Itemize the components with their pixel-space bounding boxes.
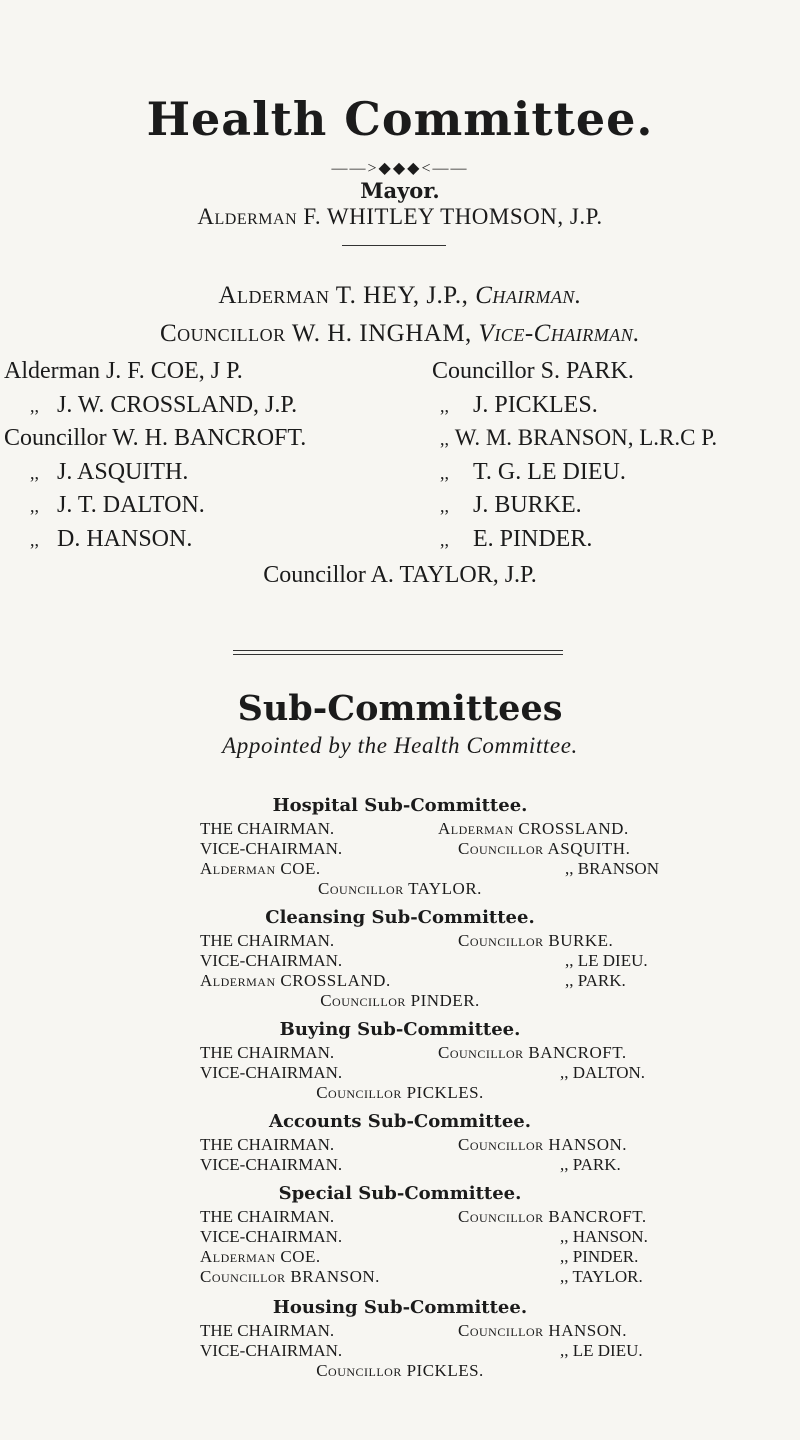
vice-chairman-line — [0, 320, 800, 348]
sub-right: Alderman CROSSLAND. — [438, 819, 629, 838]
sub-left: VICE-CHAIRMAN. — [200, 951, 343, 970]
subcommittees-subheading: Appointed by the Health Committee. — [222, 733, 578, 758]
sub-right: ,, TAYLOR. — [560, 1267, 643, 1286]
sub-center: Councillor PINDER. — [320, 991, 480, 1010]
mayor-name: Alderman F. WHITLEY THOMSON, J.P. — [197, 204, 603, 229]
sub-right: ,, PINDER. — [560, 1247, 639, 1266]
subcommittee-heading-housing: Housing Sub-Committee. — [272, 1297, 528, 1318]
member-right-5: ,, J. BURKE. — [440, 492, 582, 518]
vice-chairman-role: Vice-Chairman. — [478, 320, 641, 347]
sub-left: THE CHAIRMAN. — [200, 1043, 335, 1062]
sub-right: ,, LE DIEU. — [560, 1341, 643, 1360]
member-right-6: ,, E. PINDER. — [440, 526, 593, 552]
sub-right: ,, PARK. — [560, 1155, 621, 1174]
vice-chairman-text: Councillor W. H. INGHAM, — [159, 320, 479, 347]
sub-left: THE CHAIRMAN. — [200, 1207, 335, 1226]
sub-right: ,, HANSON. — [560, 1227, 648, 1246]
chairman-text: Alderman T. HEY, J.P., — [218, 282, 476, 309]
sub-right: ,, BRANSON — [565, 859, 659, 878]
member-right-3: ,, W. M. BRANSON, L.R.C P. — [440, 425, 718, 450]
member-right-2: ,, J. PICKLES. — [440, 392, 598, 418]
chairman-line — [0, 282, 800, 310]
member-left-2: ,, J. W. CROSSLAND, J.P. — [30, 392, 298, 418]
page-title: Health Committee. — [146, 92, 654, 146]
sub-left: Alderman COE. — [200, 1247, 321, 1266]
sub-left: Alderman CROSSLAND. — [200, 971, 391, 990]
double-rule-bottom — [233, 654, 563, 655]
member-right-4: ,, T. G. LE DIEU. — [440, 459, 626, 485]
sub-left: Councillor BRANSON. — [200, 1267, 380, 1286]
double-rule-top — [233, 650, 563, 651]
subcommittee-heading-cleansing: Cleansing Sub-Committee. — [265, 907, 535, 928]
sub-center: Councillor PICKLES. — [316, 1083, 484, 1102]
sub-left: THE CHAIRMAN. — [200, 819, 335, 838]
sub-center: Councillor TAYLOR. — [318, 879, 482, 898]
subcommittee-heading-special: Special Sub-Committee. — [278, 1183, 522, 1204]
sub-left: VICE-CHAIRMAN. — [200, 1227, 343, 1246]
member-left-1: Alderman J. F. COE, J P. — [4, 358, 243, 384]
sub-right: ,, DALTON. — [560, 1063, 646, 1082]
subcommittees-heading: Sub-Committees — [237, 688, 563, 729]
sub-left: VICE-CHAIRMAN. — [200, 1341, 343, 1360]
member-left-4: ,, J. ASQUITH. — [30, 459, 189, 485]
sub-right: ,, LE DIEU. — [565, 951, 648, 970]
sub-center: Councillor PICKLES. — [316, 1361, 484, 1380]
sub-right: Councillor BURKE. — [458, 931, 614, 950]
sub-right: Councillor HANSON. — [458, 1135, 628, 1154]
sub-right: Councillor HANSON. — [458, 1321, 628, 1340]
sub-left: Alderman COE. — [200, 859, 321, 878]
sub-left: VICE-CHAIRMAN. — [200, 1063, 343, 1082]
sub-left: THE CHAIRMAN. — [200, 1321, 335, 1340]
sub-left: THE CHAIRMAN. — [200, 931, 335, 950]
sub-right: Councillor BANCROFT. — [438, 1043, 627, 1062]
subcommittee-heading-accounts: Accounts Sub-Committee. — [269, 1111, 531, 1132]
sub-left: VICE-CHAIRMAN. — [200, 1155, 343, 1174]
sub-right: ,, PARK. — [565, 971, 626, 990]
sub-right: Councillor ASQUITH. — [458, 839, 631, 858]
member-left-6: ,, D. HANSON. — [30, 526, 193, 552]
sub-right: Councillor BANCROFT. — [458, 1207, 647, 1226]
sub-left: THE CHAIRMAN. — [200, 1135, 335, 1154]
sub-left: VICE-CHAIRMAN. — [200, 839, 343, 858]
mayor-heading: Mayor. — [360, 178, 440, 203]
member-last: Councillor A. TAYLOR, J.P. — [263, 562, 537, 588]
subcommittee-heading-buying: Buying Sub-Committee. — [279, 1019, 521, 1040]
chairman-role: Chairman. — [475, 282, 582, 309]
member-left-3: Councillor W. H. BANCROFT. — [4, 425, 307, 451]
ornament-divider: ——>◆◆◆<—— — [331, 160, 469, 177]
member-right-1: Councillor S. PARK. — [432, 358, 634, 384]
member-left-5: ,, J. T. DALTON. — [30, 492, 205, 518]
short-rule — [342, 245, 446, 246]
subcommittee-heading-hospital: Hospital Sub-Committee. — [272, 795, 528, 816]
